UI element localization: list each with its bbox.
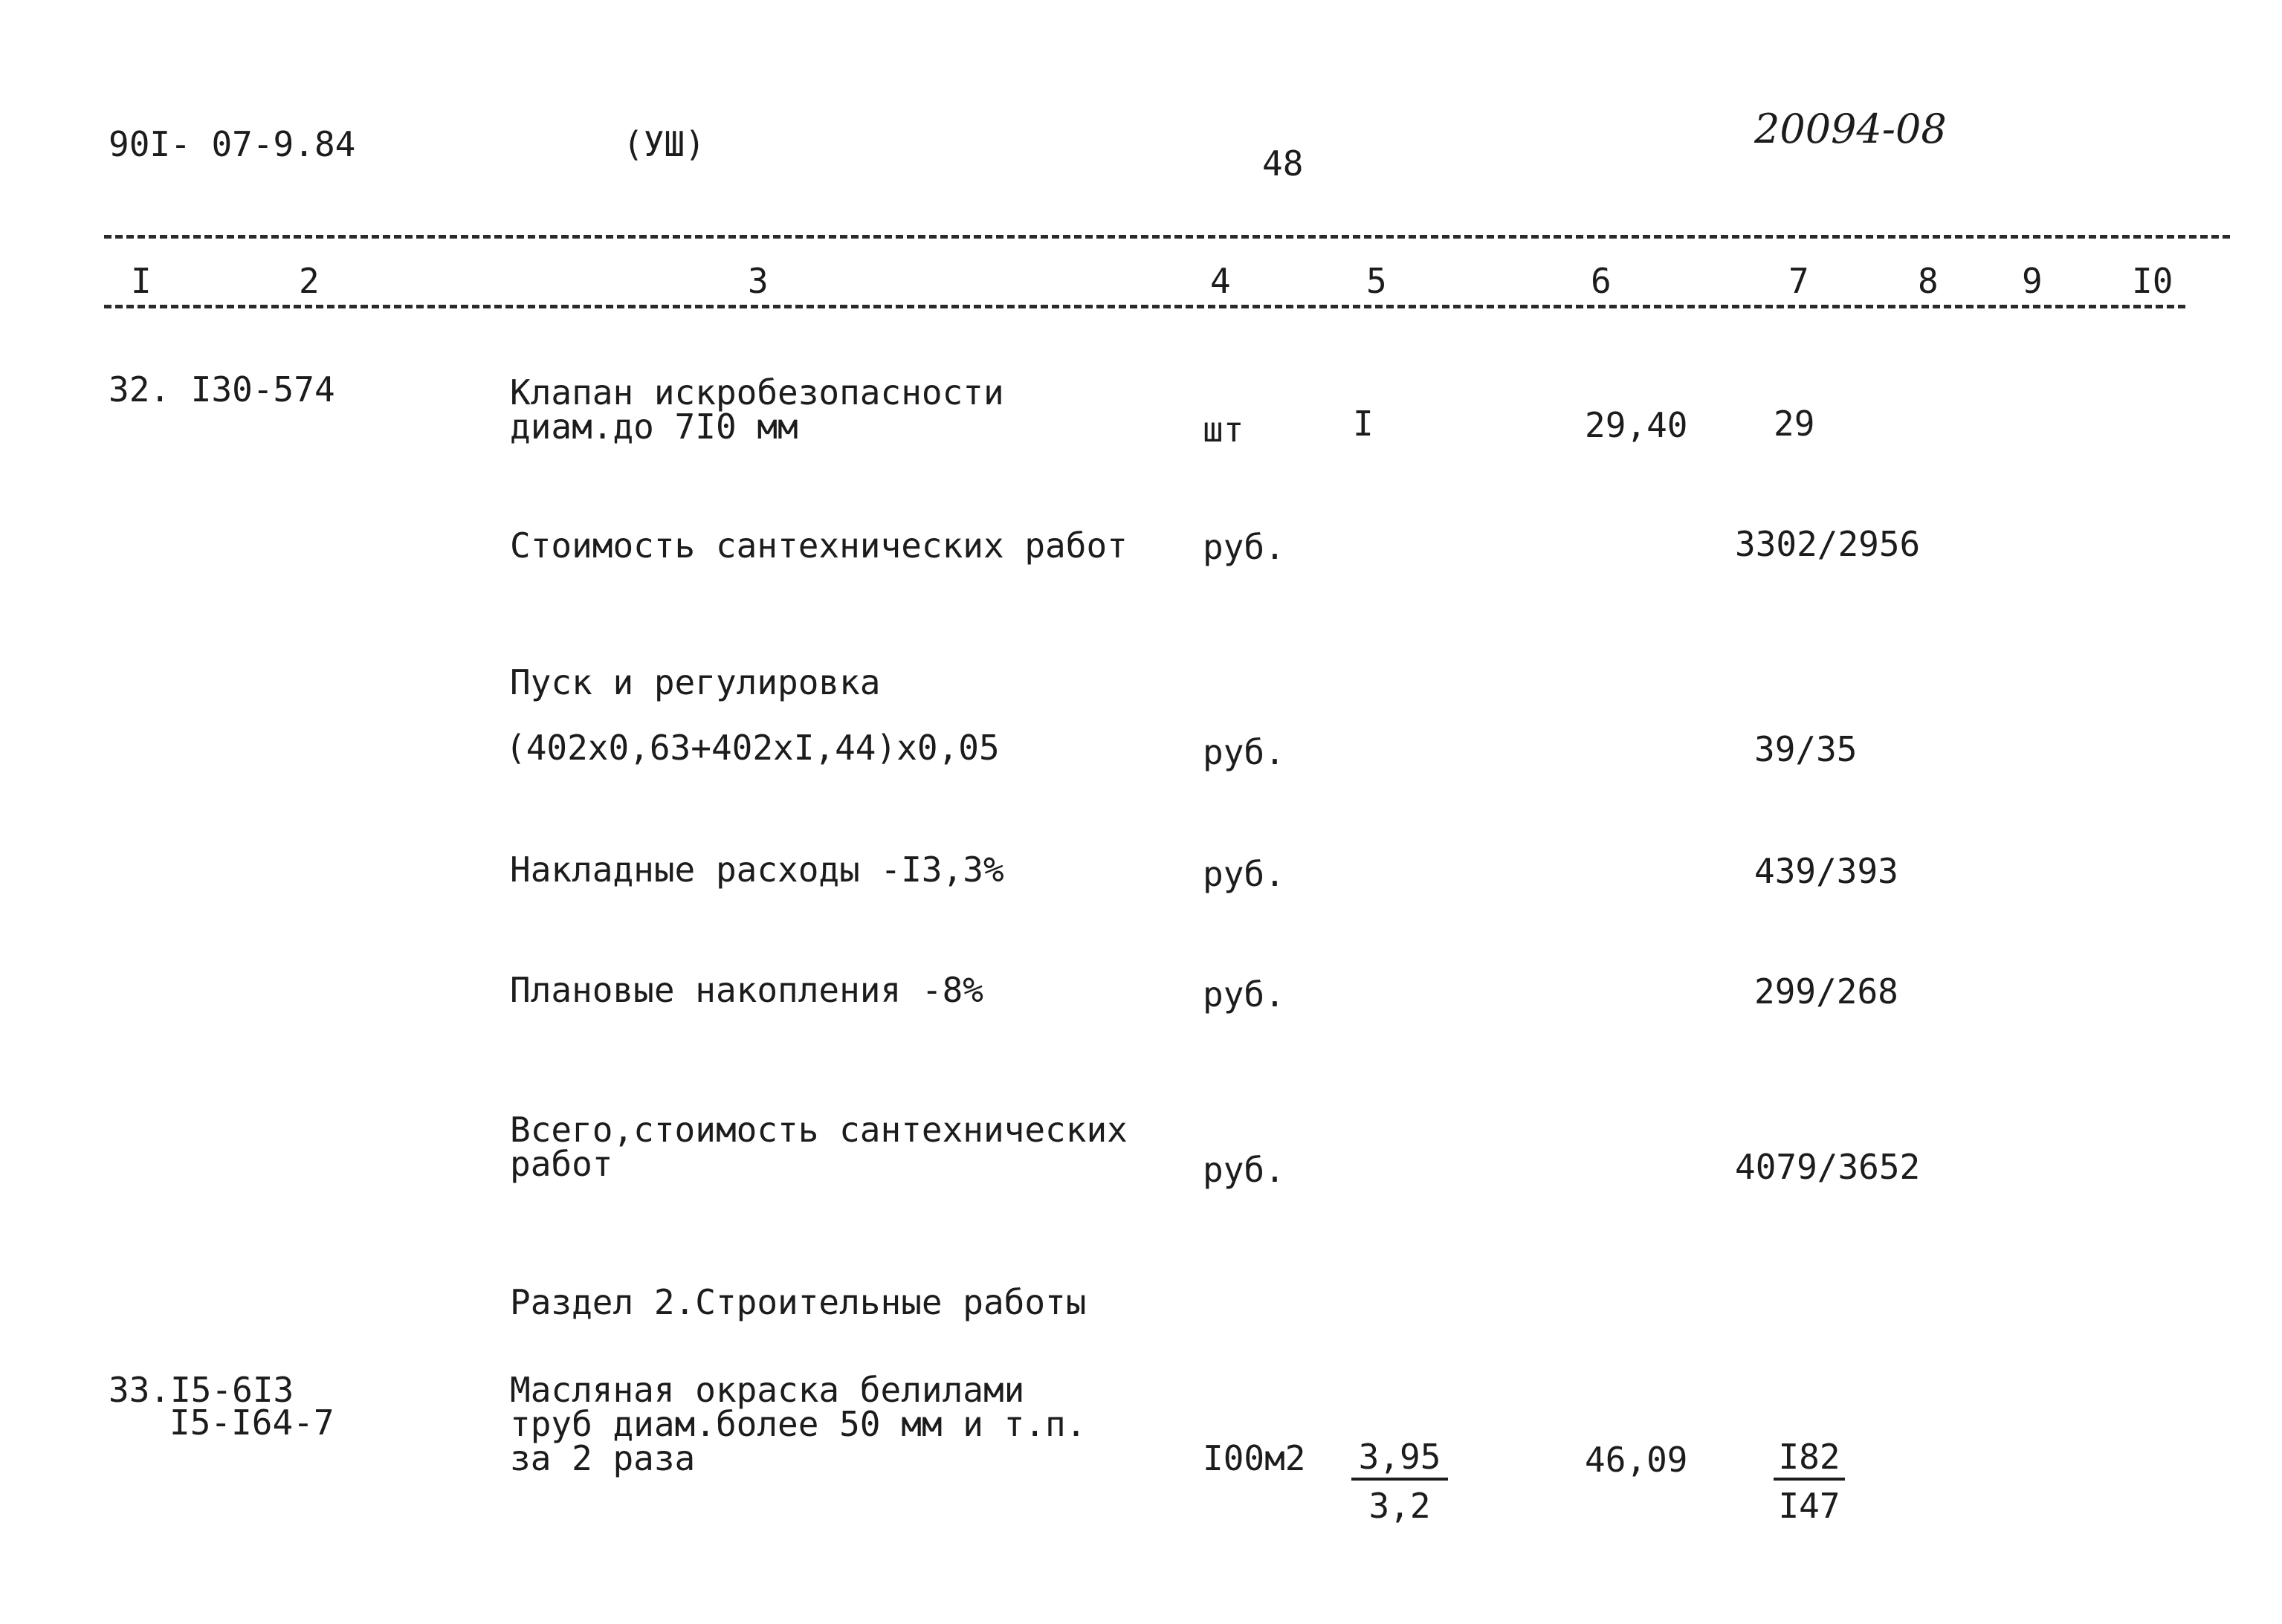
row-33-total-top: I82 (1774, 1437, 1845, 1481)
startup-title: Пуск и регулировка (510, 662, 881, 702)
row-32-unit-price: 29,40 (1585, 405, 1688, 445)
row-33-total-fraction (1774, 1437, 1845, 1525)
handwritten-inventory-number: 20094-08 (1754, 106, 1947, 152)
column-header-6: 6 (1591, 261, 1612, 301)
row-32-id: 32. I30-574 (109, 369, 335, 410)
row-33-qty-bottom: 3,2 (1368, 1486, 1431, 1526)
row-33-qty-top: 3,95 (1351, 1437, 1448, 1481)
column-header-4: 4 (1210, 261, 1231, 301)
section-2-title: Раздел 2.Строительные работы (510, 1282, 1087, 1322)
column-header-8: 8 (1918, 261, 1939, 301)
row-32-unit: шт (1203, 410, 1244, 450)
volume-label: (УШ) (623, 124, 705, 164)
row-33-desc-line1: Масляная окраска белилами (510, 1370, 1025, 1410)
total-sanitary-total: 4079/3652 (1735, 1147, 1921, 1187)
row-33-qty-fraction (1351, 1437, 1448, 1525)
column-header-7: 7 (1788, 261, 1809, 301)
total-sanitary-desc-line2: работ (510, 1144, 613, 1184)
page-number: 48 (1262, 143, 1304, 184)
total-sanitary-desc-line1: Всего,стоимость сантехнических (510, 1110, 1128, 1150)
row-33-unit-price: 46,09 (1585, 1440, 1688, 1480)
column-header-1: I (131, 261, 152, 301)
planned-desc: Плановые накопления -8% (510, 970, 983, 1010)
planned-total: 299/268 (1754, 971, 1898, 1012)
header-rule-top (104, 235, 2230, 239)
row-33-desc-line3: за 2 раза (510, 1438, 696, 1478)
column-header-2: 2 (299, 261, 320, 301)
cost-sanitary-total: 3302/2956 (1735, 524, 1921, 564)
overhead-unit: руб. (1203, 854, 1285, 894)
total-sanitary-unit: руб. (1203, 1150, 1285, 1190)
column-header-3: 3 (748, 261, 769, 301)
column-header-5: 5 (1366, 261, 1387, 301)
cost-sanitary-unit: руб. (1203, 527, 1285, 567)
column-header-10: I0 (2132, 261, 2173, 301)
planned-unit: руб. (1203, 974, 1285, 1015)
overhead-total: 439/393 (1754, 851, 1898, 891)
header-rule-bottom (104, 305, 2185, 308)
row-32-qty: I (1353, 404, 1374, 444)
startup-total: 39/35 (1754, 729, 1858, 769)
row-33-desc-line2: труб диам.более 50 мм и т.п. (510, 1404, 1087, 1444)
startup-unit: руб. (1203, 732, 1285, 772)
column-header-9: 9 (2022, 261, 2043, 301)
row-32-desc-line1: Клапан искробезопасности (510, 372, 1004, 413)
cost-sanitary-desc: Стоимость сантехнических работ (510, 525, 1128, 566)
row-33-id-line1: 33.I5-6I3 (109, 1370, 294, 1410)
startup-formula: (402х0,63+402хI,44)х0,05 (505, 728, 1000, 768)
row-33-total-bottom: I47 (1778, 1486, 1840, 1526)
row-32-desc-line2: диам.до 7I0 мм (510, 407, 798, 447)
overhead-desc: Накладные расходы -I3,3% (510, 850, 1004, 890)
row-32-total: 29 (1774, 404, 1815, 444)
document-code: 90I- 07-9.84 (109, 124, 356, 164)
row-33-id-line2: I5-I64-7 (169, 1403, 334, 1443)
row-33-unit: I00м2 (1203, 1438, 1306, 1478)
